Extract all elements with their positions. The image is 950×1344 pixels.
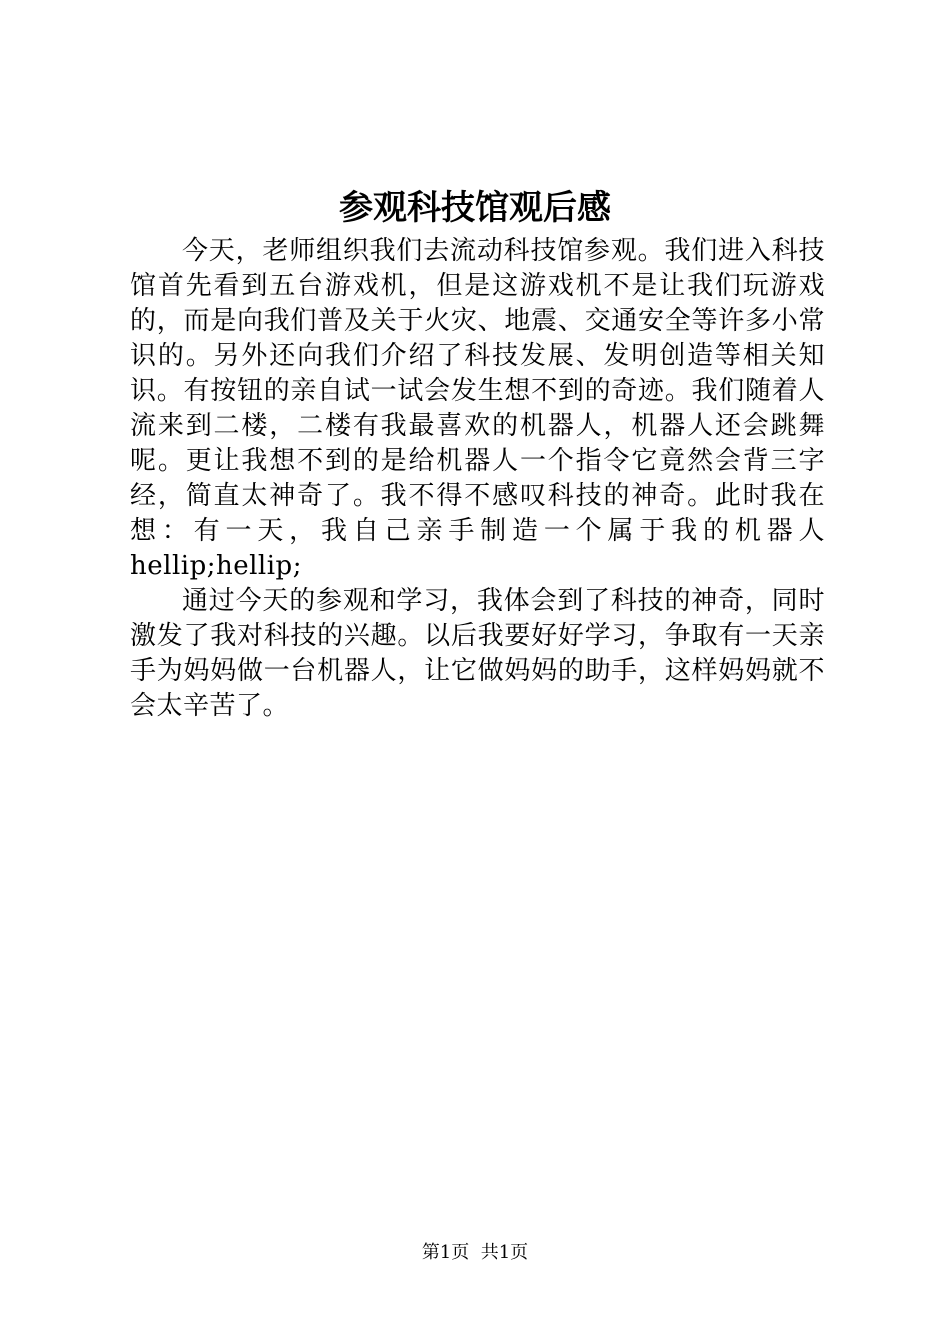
paragraph-1: 今天，老师组织我们去流动科技馆参观。我们进入科技馆首先看到五台游戏机，但是这游戏机不是让我们玩游戏的，而是向我们普及关于火灾、地震、交通安全等许多小常识的。另外还向我们介绍了科技发展、发明创造等相关知识。有按钮的亲自试一试会发生想不到的奇迹。我们随着人流来到二楼，二楼有我最喜欢的机器人，机器人还会跳舞呢。更让我想不到的是给机器人一个指令它竟然会背三字经，简直太神奇了。我不得不感叹科技的神奇。此时我在想：有一天，我自己亲手制造一个属于我的机器人hellip;hellip; [130,236,825,581]
paragraph-2: 通过今天的参观和学习，我体会到了科技的神奇，同时激发了我对科技的兴趣。以后我要好好学习，争取有一天亲手为妈妈做一台机器人，让它做妈妈的助手，这样妈妈就不会太辛苦了。 [130,586,825,721]
page-number: 第1页 [421,1242,470,1263]
footer-separator [469,1242,480,1263]
page-total: 共1页 [480,1242,529,1263]
page-footer [0,1240,950,1266]
document-title: 参观科技馆观后感 [339,188,611,228]
document-body [130,234,825,724]
